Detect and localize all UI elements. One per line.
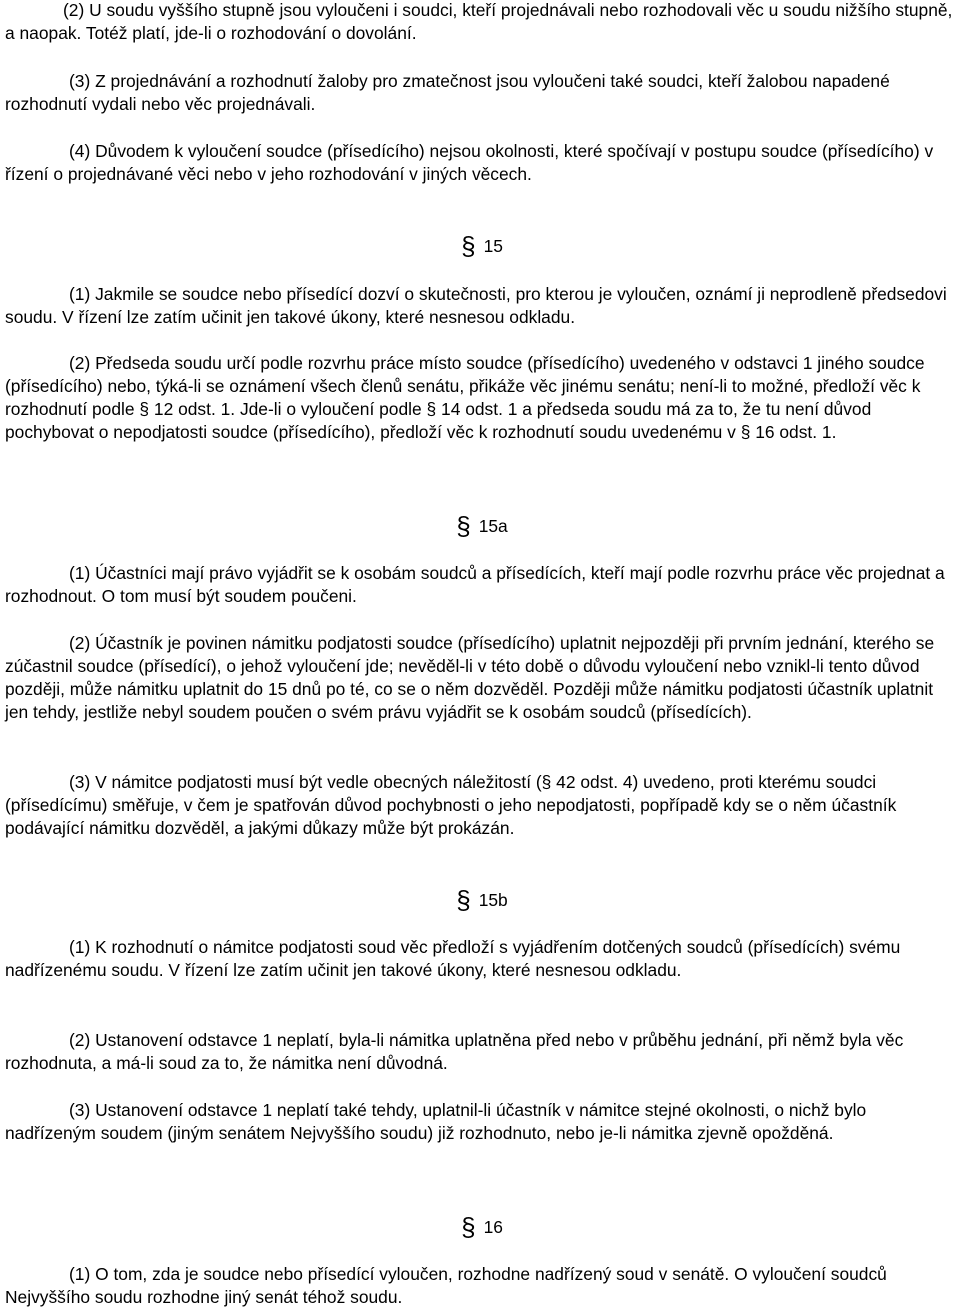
paragraph-15-1: (1) Jakmile se soudce nebo přísedící dozví o skutečnosti, pro kterou je vyloučen, oznámí ji neprodleně předsedovi soudu. V řízení lze zatím učinit jen takové úkony, které nesnesou odkladu. — [5, 284, 947, 327]
paragraph-15a-1: (1) Účastníci mají právo vyjádřit se k osobám soudců a přísedících, kteří mají podle rozvrhu práce věc projednat a rozhodnout. O tom musí být soudem poučeni. — [5, 563, 945, 606]
section-sign: § — [461, 231, 476, 261]
paragraph-15b-1: (1) K rozhodnutí o námitce podjatosti soud věc předloží s vyjádřením dotčených soudců (přísedících) svému nadřízenému soudu. V řízení lze zatím učinit jen takové úkony, které nesnesou odkladu. — [5, 937, 901, 980]
section-number: 15b — [478, 890, 508, 910]
paragraph-15b-3: (3) Ustanovení odstavce 1 neplatí také tehdy, uplatnil-li účastník v námitce stejné okolnosti, o nichž bylo nadřízeným soudem (jiným senátem Nejvyššího soudu) již rozhodnuto, nebo je-li námitka zjevně opožděná. — [5, 1100, 867, 1143]
paragraph-15b-2: (2) Ustanovení odstavce 1 neplatí, byla-li námitka uplatněna před nebo v průběhu jednání, při němž byla věc rozhodnuta, a má-li soud za to, že námitka není důvodná. — [5, 1030, 904, 1073]
paragraph-15a-3: (3) V námitce podjatosti musí být vedle obecných náležitostí (§ 42 odst. 4) uvedeno, proti kterému soudci (přísedícímu) směřuje, v čem je spatřován důvod pochybnosti o jeho nepodjatosti, popřípadě kdy se o něm účastník podávající námitku dozvěděl, a jakými důkazy může být prokázán. — [5, 772, 897, 838]
section-sign: § — [456, 885, 471, 915]
section-sign: § — [461, 1212, 476, 1242]
section-sign: § — [456, 511, 471, 541]
paragraph-14-3: (3) Z projednávání a rozhodnutí žaloby pro zmatečnost jsou vyloučeni také soudci, kteří žalobou napadené rozhodnutí vydali nebo věc projednávali. — [5, 71, 890, 114]
paragraph-14-2: (2) U soudu vyššího stupně jsou vyloučeni i soudci, kteří projednávali nebo rozhodovali věc u soudu nižšího stupně, a naopak. Totéž platí, jde-li o rozhodování o dovolání. — [5, 0, 953, 43]
section-heading-16 — [5, 1212, 959, 1242]
section-number: 16 — [483, 1217, 503, 1237]
section-number: 15a — [478, 516, 508, 536]
paragraph-16-1: (1) O tom, zda je soudce nebo přísedící vyloučen, rozhodne nadřízený soud v senátě. O vyloučení soudců Nejvyššího soudu rozhodne jiný senát téhož soudu. — [5, 1264, 887, 1307]
paragraph-15a-2: (2) Účastník je povinen námitku podjatosti soudce (přísedícího) uplatnit nejpozději při prvním jednání, kterého se zúčastnil soudce (přísedící), o jehož vyloučení jde; nevěděl-li v této době o důvodu vyloučení nebo vznikl-li tento důvod později, může námitku uplatnit do 15 dnů po té, co se o něm dozvěděl. Později může námitku podjatosti účastník uplatnit jen tehdy, jestliže nebyl soudem poučen o svém právu vyjádřit se k osobám soudců (přísedících). — [5, 633, 935, 722]
section-heading-15 — [5, 231, 959, 261]
section-heading-15a — [5, 511, 959, 541]
paragraph-14-4: (4) Důvodem k vyloučení soudce (přísedícího) nejsou okolnosti, které spočívají v postupu soudce (přísedícího) v řízení o projednávané věci nebo v jeho rozhodování v jiných věcech. — [5, 141, 934, 184]
section-heading-15b — [5, 885, 959, 915]
paragraph-15-2: (2) Předseda soudu určí podle rozvrhu práce místo soudce (přísedícího) uvedeného v odstavci 1 jiného soudce (přísedícího) nebo, týká-li se oznámení všech členů senátu, přikáže věc jinému senátu; není-li to možné, předloží věc k rozhodnutí podle § 12 odst. 1. Jde-li o vyloučení podle § 14 odst. 1 a předseda soudu má za to, že tu není důvod pochybovat o nepodjatosti soudce (přísedícího), předloží věc k rozhodnutí soudu uvedenému v § 16 odst. 1. — [5, 353, 925, 442]
section-number: 15 — [483, 236, 503, 256]
